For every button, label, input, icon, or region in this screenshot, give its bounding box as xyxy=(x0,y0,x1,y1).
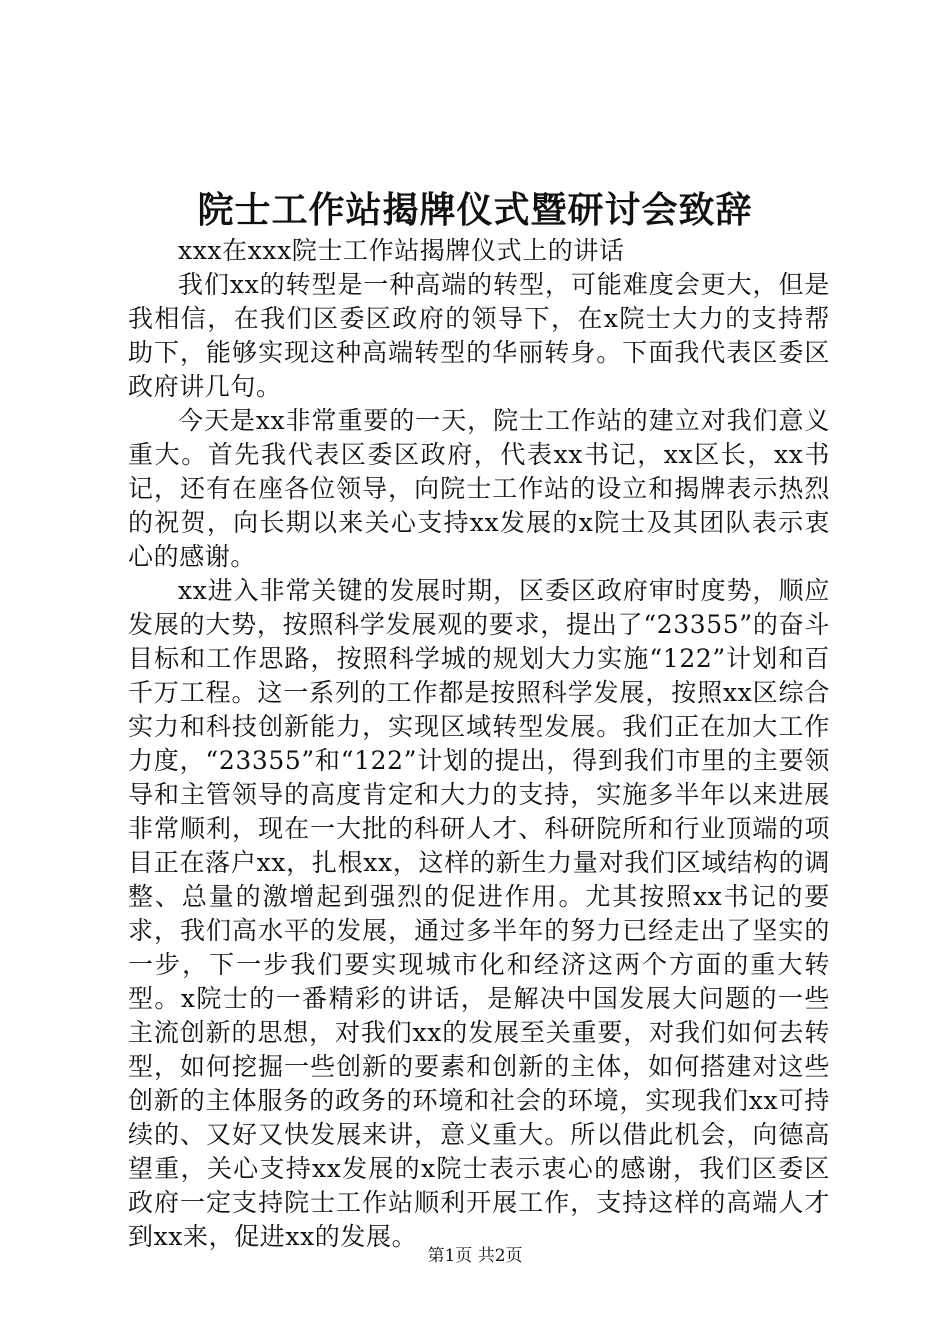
body-paragraph: xx进入非常关键的发展时期，区委区政府审时度势，顺应发展的大势，按照科学发展观的要求，提出了“23355”的奋斗目标和工作思路，按照科学城的规划大力实施“122”计划和百千万工程。这一系列的工作都是按照科学发展，按照xx区综合实力和科技创新能力，实现区域转型发展。我们正在加大工作力度，“23355”和“122”计划的提出，得到我们市里的主要领导和主管领导的高度肯定和大力的支持，实施多半年以来进展非常顺利，现在一大批的科研人才、科研院所和行业顶端的项目正在落户xx，扎根xx，这样的新生力量对我们区域结构的调整、总量的激增起到强烈的促进作用。尤其按照xx书记的要求，我们高水平的发展，通过多半年的努力已经走出了坚实的一步，下一步我们要实现城市化和经济这两个方面的重大转型。x院士的一番精彩的讲话，是解决中国发展大问题的一些主流创新的思想，对我们xx的发展至关重要，对我们如何去转型，如何挖掘一些创新的要素和创新的主体，如何搭建对这些创新的主体服务的政务的环境和社会的环境，实现我们xx可持续的、又好又快发展来讲，意义重大。所以借此机会，向德高望重，关心支持xx发展的x院士表示衷心的感谢，我们区委区政府一定支持院士工作站顺利开展工作，支持这样的高端人才到xx来，促进xx的发展。 xyxy=(128,576,830,1251)
page-number-footer: 第1页 共2页 xyxy=(427,1246,523,1266)
document-body xyxy=(128,234,830,1254)
body-paragraph: 我们xx的转型是一种高端的转型，可能难度会更大，但是我相信，在我们区委区政府的领导下，在x院士大力的支持帮助下，能够实现这种高端转型的华丽转身。下面我代表区委区政府讲几句。 xyxy=(128,270,830,401)
speech-subtitle: xxx在xxx院士工作站揭牌仪式上的讲话 xyxy=(178,236,625,265)
body-paragraph: 今天是xx非常重要的一天，院士工作站的建立对我们意义重大。首先我代表区委区政府，代表xx书记，xx区长，xx书记，还有在座各位领导，向院士工作站的设立和揭牌表示热烈的祝贺，向长期以来关心支持xx发展的x院士及其团队表示衷心的感谢。 xyxy=(128,406,830,571)
document-title: 院士工作站揭牌仪式暨研讨会致辞 xyxy=(197,189,753,231)
